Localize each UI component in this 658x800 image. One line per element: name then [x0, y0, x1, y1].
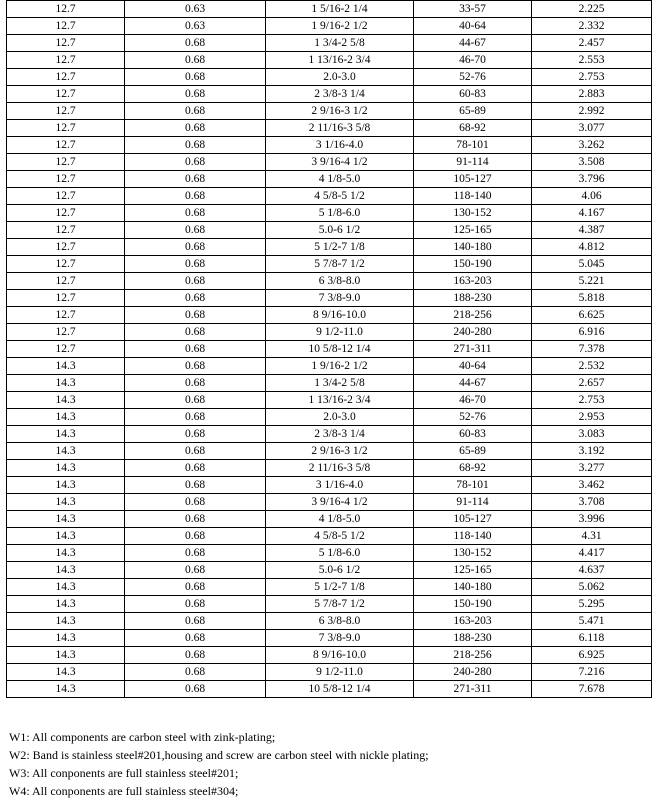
- table-cell: 0.68: [125, 562, 266, 579]
- table-cell: 12.7: [7, 341, 125, 358]
- table-cell: 1 9/16-2 1/2: [266, 358, 414, 375]
- table-cell: 0.68: [125, 341, 266, 358]
- table-cell: 2.657: [532, 375, 652, 392]
- table-cell: 12.7: [7, 273, 125, 290]
- table-row: [7, 120, 652, 137]
- table-cell: 3.077: [532, 120, 652, 137]
- table-cell: 5 1/2-7 1/8: [266, 239, 414, 256]
- table-cell: 91-114: [414, 154, 532, 171]
- table-cell: 1 5/16-2 1/4: [266, 1, 414, 18]
- table-cell: 14.3: [7, 358, 125, 375]
- table-cell: 78-101: [414, 477, 532, 494]
- table-cell: 6 3/8-8.0: [266, 613, 414, 630]
- table-cell: 2 3/8-3 1/4: [266, 86, 414, 103]
- table-cell: 0.68: [125, 69, 266, 86]
- table-cell: 12.7: [7, 1, 125, 18]
- table-row: [7, 307, 652, 324]
- table-cell: 14.3: [7, 392, 125, 409]
- table-cell: 5.0-6 1/2: [266, 562, 414, 579]
- table-cell: 0.68: [125, 681, 266, 698]
- table-cell: 65-89: [414, 103, 532, 120]
- table-cell: 0.68: [125, 239, 266, 256]
- table-cell: 0.68: [125, 596, 266, 613]
- table-cell: 2.225: [532, 1, 652, 18]
- table-row: [7, 69, 652, 86]
- table-cell: 5 7/8-7 1/2: [266, 256, 414, 273]
- table-cell: 14.3: [7, 511, 125, 528]
- table-cell: 40-64: [414, 358, 532, 375]
- table-cell: 0.63: [125, 1, 266, 18]
- table-row: [7, 647, 652, 664]
- table-cell: 10 5/8-12 1/4: [266, 681, 414, 698]
- table-cell: 14.3: [7, 545, 125, 562]
- table-row: [7, 392, 652, 409]
- table-cell: 105-127: [414, 171, 532, 188]
- table-cell: 0.68: [125, 52, 266, 69]
- table-row: [7, 35, 652, 52]
- table-cell: 14.3: [7, 647, 125, 664]
- table-cell: 1 3/4-2 5/8: [266, 35, 414, 52]
- table-cell: 44-67: [414, 375, 532, 392]
- table-cell: 5 1/2-7 1/8: [266, 579, 414, 596]
- table-cell: 8 9/16-10.0: [266, 647, 414, 664]
- table-row: [7, 664, 652, 681]
- table-cell: 3.277: [532, 460, 652, 477]
- table-cell: 0.68: [125, 358, 266, 375]
- table-cell: 2.553: [532, 52, 652, 69]
- table-cell: 12.7: [7, 35, 125, 52]
- table-cell: 5 7/8-7 1/2: [266, 596, 414, 613]
- table-row: [7, 52, 652, 69]
- table-cell: 0.68: [125, 205, 266, 222]
- table-cell: 0.68: [125, 426, 266, 443]
- table-row: [7, 443, 652, 460]
- table-cell: 4 5/8-5 1/2: [266, 528, 414, 545]
- table-cell: 0.68: [125, 375, 266, 392]
- table-cell: 0.68: [125, 392, 266, 409]
- table-cell: 10 5/8-12 1/4: [266, 341, 414, 358]
- table-row: [7, 545, 652, 562]
- table-cell: 0.68: [125, 120, 266, 137]
- table-cell: 12.7: [7, 307, 125, 324]
- table-cell: 0.68: [125, 307, 266, 324]
- table-cell: 5.818: [532, 290, 652, 307]
- table-cell: 12.7: [7, 18, 125, 35]
- table-cell: 4.417: [532, 545, 652, 562]
- table-cell: 4 1/8-5.0: [266, 511, 414, 528]
- table-cell: 0.68: [125, 545, 266, 562]
- table-cell: 125-165: [414, 222, 532, 239]
- table-cell: 4.06: [532, 188, 652, 205]
- table-cell: 3.462: [532, 477, 652, 494]
- table-cell: 7 3/8-9.0: [266, 630, 414, 647]
- table-cell: 6.118: [532, 630, 652, 647]
- table-row: [7, 630, 652, 647]
- table-cell: 130-152: [414, 545, 532, 562]
- table-cell: 14.3: [7, 664, 125, 681]
- table-cell: 3.796: [532, 171, 652, 188]
- table-cell: 4.31: [532, 528, 652, 545]
- table-cell: 60-83: [414, 86, 532, 103]
- table-row: [7, 222, 652, 239]
- table-cell: 0.68: [125, 528, 266, 545]
- table-row: [7, 426, 652, 443]
- table-cell: 14.3: [7, 375, 125, 392]
- table-cell: 33-57: [414, 1, 532, 18]
- table-cell: 12.7: [7, 324, 125, 341]
- table-cell: 68-92: [414, 460, 532, 477]
- table-row: [7, 341, 652, 358]
- table-cell: 118-140: [414, 528, 532, 545]
- table-cell: 9 1/2-11.0: [266, 664, 414, 681]
- table-cell: 52-76: [414, 409, 532, 426]
- table-cell: 0.68: [125, 35, 266, 52]
- table-row: [7, 18, 652, 35]
- table-cell: 12.7: [7, 120, 125, 137]
- table-cell: 14.3: [7, 562, 125, 579]
- table-cell: 0.68: [125, 409, 266, 426]
- table-cell: 2.0-3.0: [266, 69, 414, 86]
- table-cell: 271-311: [414, 341, 532, 358]
- table-row: [7, 1, 652, 18]
- table-cell: 46-70: [414, 392, 532, 409]
- table-cell: 8 9/16-10.0: [266, 307, 414, 324]
- note-w2: W2: Band is stainless steel#201,housing and screw are carbon steel with nickle plating;: [9, 748, 429, 762]
- table-cell: 3.262: [532, 137, 652, 154]
- table-cell: 0.68: [125, 154, 266, 171]
- table-cell: 14.3: [7, 477, 125, 494]
- table-cell: 2.532: [532, 358, 652, 375]
- table-cell: 4.812: [532, 239, 652, 256]
- table-cell: 2 9/16-3 1/2: [266, 103, 414, 120]
- table-cell: 14.3: [7, 579, 125, 596]
- table-row: [7, 460, 652, 477]
- table-row: [7, 596, 652, 613]
- table-cell: 2.753: [532, 69, 652, 86]
- table-cell: 12.7: [7, 256, 125, 273]
- table-cell: 14.3: [7, 630, 125, 647]
- table-cell: 163-203: [414, 613, 532, 630]
- table-row: [7, 103, 652, 120]
- table-row: [7, 256, 652, 273]
- table-cell: 2.457: [532, 35, 652, 52]
- table-cell: 78-101: [414, 137, 532, 154]
- table-cell: 105-127: [414, 511, 532, 528]
- table-cell: 12.7: [7, 154, 125, 171]
- table-cell: 7.216: [532, 664, 652, 681]
- table-cell: 150-190: [414, 256, 532, 273]
- table-cell: 0.68: [125, 188, 266, 205]
- table-row: [7, 358, 652, 375]
- table-cell: 0.68: [125, 443, 266, 460]
- table-cell: 14.3: [7, 460, 125, 477]
- table-cell: 12.7: [7, 239, 125, 256]
- table-cell: 5.471: [532, 613, 652, 630]
- table-cell: 3 9/16-4 1/2: [266, 154, 414, 171]
- table-cell: 12.7: [7, 69, 125, 86]
- table-cell: 2.753: [532, 392, 652, 409]
- table-cell: 3.083: [532, 426, 652, 443]
- table-cell: 2 3/8-3 1/4: [266, 426, 414, 443]
- table-row: [7, 681, 652, 698]
- table-row: [7, 154, 652, 171]
- table-cell: 0.68: [125, 256, 266, 273]
- table-cell: 2 11/16-3 5/8: [266, 460, 414, 477]
- table-cell: 2.332: [532, 18, 652, 35]
- table-row: [7, 290, 652, 307]
- table-cell: 91-114: [414, 494, 532, 511]
- table-cell: 12.7: [7, 103, 125, 120]
- table-cell: 3.708: [532, 494, 652, 511]
- table-cell: 5.221: [532, 273, 652, 290]
- table-cell: 5.295: [532, 596, 652, 613]
- table-cell: 9 1/2-11.0: [266, 324, 414, 341]
- table-cell: 44-67: [414, 35, 532, 52]
- table-cell: 0.68: [125, 477, 266, 494]
- table-cell: 0.68: [125, 613, 266, 630]
- table-cell: 5.045: [532, 256, 652, 273]
- table-cell: 240-280: [414, 324, 532, 341]
- table-cell: 1 9/16-2 1/2: [266, 18, 414, 35]
- table-cell: 0.68: [125, 290, 266, 307]
- table-cell: 5 1/8-6.0: [266, 205, 414, 222]
- table-cell: 12.7: [7, 52, 125, 69]
- table-cell: 140-180: [414, 239, 532, 256]
- table-row: [7, 494, 652, 511]
- table-cell: 3 9/16-4 1/2: [266, 494, 414, 511]
- table-row: [7, 171, 652, 188]
- table-row: [7, 579, 652, 596]
- table-cell: 0.68: [125, 664, 266, 681]
- table-row: [7, 188, 652, 205]
- table-cell: 0.68: [125, 511, 266, 528]
- table-cell: 4 5/8-5 1/2: [266, 188, 414, 205]
- table-cell: 4.637: [532, 562, 652, 579]
- table-cell: 0.68: [125, 630, 266, 647]
- table-row: [7, 375, 652, 392]
- table-cell: 118-140: [414, 188, 532, 205]
- table-cell: 140-180: [414, 579, 532, 596]
- table-cell: 188-230: [414, 290, 532, 307]
- table-row: [7, 324, 652, 341]
- table-cell: 1 13/16-2 3/4: [266, 52, 414, 69]
- table-cell: 14.3: [7, 528, 125, 545]
- table-cell: 0.68: [125, 137, 266, 154]
- table-cell: 14.3: [7, 443, 125, 460]
- table-cell: 163-203: [414, 273, 532, 290]
- table-cell: 5.0-6 1/2: [266, 222, 414, 239]
- table-cell: 2 11/16-3 5/8: [266, 120, 414, 137]
- table-cell: 7 3/8-9.0: [266, 290, 414, 307]
- table-cell: 40-64: [414, 18, 532, 35]
- table-row: [7, 205, 652, 222]
- table-cell: 2.992: [532, 103, 652, 120]
- table-cell: 218-256: [414, 647, 532, 664]
- table-cell: 125-165: [414, 562, 532, 579]
- table-cell: 14.3: [7, 681, 125, 698]
- table-cell: 0.68: [125, 273, 266, 290]
- table-cell: 0.68: [125, 103, 266, 120]
- table-row: [7, 239, 652, 256]
- table-cell: 0.68: [125, 579, 266, 596]
- table-row: [7, 528, 652, 545]
- table-cell: 6.925: [532, 647, 652, 664]
- table-cell: 12.7: [7, 137, 125, 154]
- table-cell: 1 3/4-2 5/8: [266, 375, 414, 392]
- table-cell: 14.3: [7, 409, 125, 426]
- table-cell: 3.192: [532, 443, 652, 460]
- table-cell: 0.68: [125, 324, 266, 341]
- note-w3: W3: All conponents are full stainless steel#201;: [9, 766, 239, 780]
- table-cell: 60-83: [414, 426, 532, 443]
- table-cell: 4.167: [532, 205, 652, 222]
- table-cell: 7.678: [532, 681, 652, 698]
- table-cell: 0.68: [125, 222, 266, 239]
- table-cell: 0.68: [125, 647, 266, 664]
- note-w1: W1: All components are carbon steel with zink-plating;: [9, 730, 276, 744]
- table-cell: 3 1/16-4.0: [266, 477, 414, 494]
- table-cell: 150-190: [414, 596, 532, 613]
- table-cell: 1 13/16-2 3/4: [266, 392, 414, 409]
- table-row: [7, 86, 652, 103]
- table-cell: 68-92: [414, 120, 532, 137]
- table-cell: 12.7: [7, 222, 125, 239]
- table-cell: 12.7: [7, 188, 125, 205]
- table-cell: 0.68: [125, 86, 266, 103]
- table-row: [7, 137, 652, 154]
- table-cell: 4 1/8-5.0: [266, 171, 414, 188]
- table-row: [7, 613, 652, 630]
- table-cell: 46-70: [414, 52, 532, 69]
- table-cell: 0.68: [125, 494, 266, 511]
- table-cell: 5 1/8-6.0: [266, 545, 414, 562]
- note-w4: W4: All conponents are full stainless steel#304;: [9, 784, 239, 798]
- table-cell: 5.062: [532, 579, 652, 596]
- table-cell: 2.883: [532, 86, 652, 103]
- table-cell: 14.3: [7, 494, 125, 511]
- table-cell: 6 3/8-8.0: [266, 273, 414, 290]
- table-cell: 12.7: [7, 171, 125, 188]
- table-row: [7, 511, 652, 528]
- table-cell: 65-89: [414, 443, 532, 460]
- table-cell: 14.3: [7, 596, 125, 613]
- table-cell: 188-230: [414, 630, 532, 647]
- spec-table: [6, 0, 652, 698]
- table-cell: 14.3: [7, 613, 125, 630]
- table-row: [7, 409, 652, 426]
- table-cell: 0.68: [125, 460, 266, 477]
- table-cell: 52-76: [414, 69, 532, 86]
- table-cell: 12.7: [7, 86, 125, 103]
- table-cell: 6.625: [532, 307, 652, 324]
- table-cell: 12.7: [7, 290, 125, 307]
- table-row: [7, 562, 652, 579]
- material-notes: [9, 728, 429, 800]
- table-cell: 130-152: [414, 205, 532, 222]
- table-row: [7, 273, 652, 290]
- table-row: [7, 477, 652, 494]
- table-cell: 2.0-3.0: [266, 409, 414, 426]
- table-cell: 0.63: [125, 18, 266, 35]
- table-cell: 14.3: [7, 426, 125, 443]
- table-cell: 2 9/16-3 1/2: [266, 443, 414, 460]
- table-cell: 12.7: [7, 205, 125, 222]
- table-cell: 0.68: [125, 171, 266, 188]
- table-cell: 2.953: [532, 409, 652, 426]
- table-cell: 3.996: [532, 511, 652, 528]
- table-cell: 218-256: [414, 307, 532, 324]
- table-cell: 271-311: [414, 681, 532, 698]
- table-cell: 3.508: [532, 154, 652, 171]
- table-cell: 240-280: [414, 664, 532, 681]
- table-cell: 6.916: [532, 324, 652, 341]
- table-cell: 3 1/16-4.0: [266, 137, 414, 154]
- table-cell: 4.387: [532, 222, 652, 239]
- table-cell: 7.378: [532, 341, 652, 358]
